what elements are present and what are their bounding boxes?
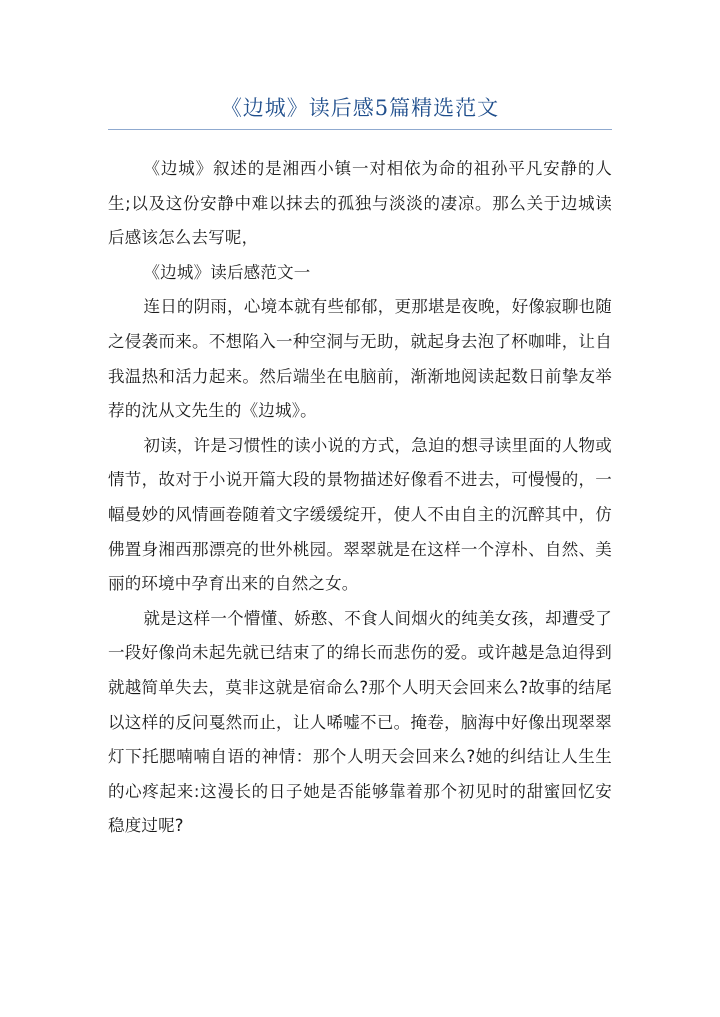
intro-paragraph: 《边城》叙述的是湘西小镇一对相依为命的祖孙平凡安静的人生;以及这份安静中难以抹去的孤独与淡淡的凄凉。那么关于边城读后感该怎么去写呢， bbox=[108, 159, 612, 248]
body-paragraph-3: 就是这样一个懵懂、娇憨、不食人间烟火的纯美女孩，却遭受了一段好像尚未起先就已结束了的绵长而悲伤的爱。或许越是急迫得到就越简单失去，莫非这就是宿命么?那个人明天会回来么?故事的结尾以这样的反问戛然而止，让人唏嘘不已。掩卷，脑海中好像出现翠翠灯下托腮喃喃自语的神情：那个人明天会回来么?她的纠结让人生生的心疼起来:这漫长的日子她是否能够靠着那个初见时的甜蜜回忆安稳度过呢? bbox=[108, 608, 612, 836]
title-divider bbox=[108, 129, 612, 130]
section-heading: 《边城》读后感范文一 bbox=[143, 262, 311, 282]
document-body bbox=[108, 152, 612, 844]
document-title: 《边城》读后感5篇精选范文 bbox=[220, 96, 500, 120]
body-paragraph-2: 初读，许是习惯性的读小说的方式，急迫的想寻读里面的人物或情节，故对于小说开篇大段的景物描述好像看不进去，可慢慢的，一幅曼妙的风情画卷随着文字缓缓绽开，使人不由自主的沉醉其中，仿佛置身湘西那漂亮的世外桃园。翠翠就是在这样一个淳朴、自然、美丽的环境中孕育出来的自然之女。 bbox=[108, 435, 612, 594]
body-paragraph-1: 连日的阴雨，心境本就有些郁郁，更那堪是夜晚，好像寂聊也随之侵袭而来。不想陷入一种空洞与无助，就起身去泡了杯咖啡，让自我温热和活力起来。然后端坐在电脑前，渐渐地阅读起数日前挚友举荐的沈从文先生的《边城》。 bbox=[108, 297, 612, 421]
